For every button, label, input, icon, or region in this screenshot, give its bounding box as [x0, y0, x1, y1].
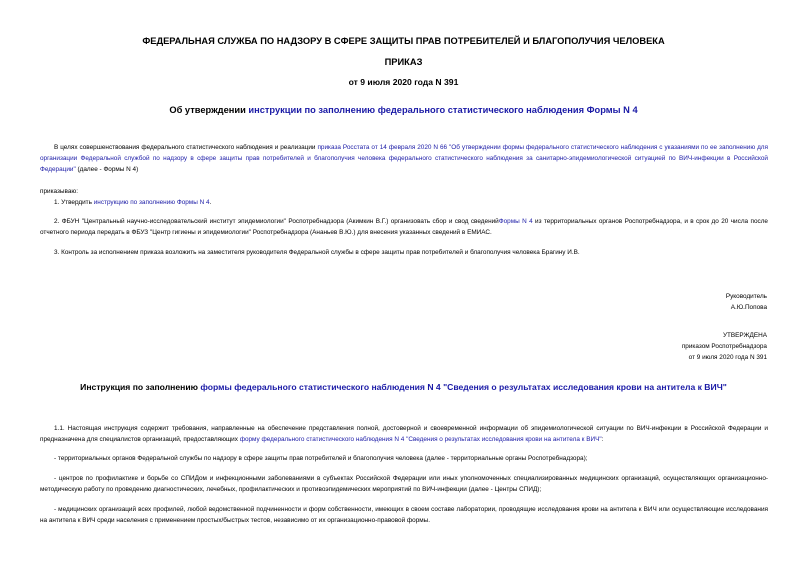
instruction-paragraph-2: - территориальных органов Федеральной службы по надзору в сфере защиты прав потребителей и благополучия человека (далее - территориальные органы Роспотребнадзора);: [54, 455, 588, 462]
approval-line-2: приказом Роспотребнадзора: [681, 343, 767, 350]
doc-date-number: от 9 июля 2020 года N 391: [348, 77, 459, 87]
item-3: 3. Контроль за исполнением приказа возложить на заместителя руководителя Федеральной службы в сфере защиты прав потребителей и благополучия человека Брагину И.В.: [54, 249, 580, 256]
subject-link[interactable]: инструкции по заполнению федерального статистического наблюдения Формы N 4: [248, 105, 638, 115]
approval-block: [682, 330, 767, 363]
preamble-text-2: (далее - Формы N 4): [75, 166, 139, 174]
item-2-suffix: из территориальных органов Роспотребнадзора, и в срок до 20 числа после отчетного периода передать в ФБУЗ "Центр гигиены и эпидемиологии" Роспотребнадзора (Ананьев В.Ю.) для внесения указанных сведений в ЕМИАС.: [40, 218, 768, 237]
signature-role: Руководитель: [725, 293, 767, 300]
item-1-link[interactable]: инструкцию по заполнению Формы N 4: [93, 199, 210, 206]
approval-line-3: от 9 июля 2020 года N 391: [688, 354, 767, 361]
preamble-link[interactable]: приказа Росстата от 14 февраля 2020 N 66 "Об утверждении формы федерального статистического наблюдения с указаниями по ее заполнению для организации Федеральной службой по надзору в сфере защиты прав потребителей и благополучия человека федерального статистического наблюдения за санитарно-эпидемиологической ситуацией по ВИЧ-инфекции в Российской Федерации": [40, 144, 768, 174]
item-1-prefix: 1. Утвердить: [54, 199, 94, 206]
signature-block: [726, 291, 767, 313]
instruction-title-prefix: Инструкция по заполнению: [80, 382, 201, 392]
preamble-text-1: В целях совершенствования федерального статистического наблюдения и реализации: [54, 144, 318, 151]
doc-subject: [0, 105, 807, 115]
preamble-paragraph: [40, 142, 768, 176]
instruction-title-link[interactable]: формы федерального статистического наблюдения N 4 "Сведения о результатах исследования крови на антитела к ВИЧ": [200, 382, 727, 392]
agency-heading: ФЕДЕРАЛЬНАЯ СЛУЖБА ПО НАДЗОРУ В СФЕРЕ ЗАЩИТЫ ПРАВ ПОТРЕБИТЕЛЕЙ И БЛАГОПОЛУЧИЯ ЧЕЛОВЕКА: [142, 36, 665, 46]
instruction-paragraph-3: - центров по профилактике и борьбе со СПИДом и инфекционными заболеваниями в субъектах Российской Федерации или иных уполномоченных специализированных медицинских организаций, осуществляющих организационно-методическую работу по проведению диагностических, лечебных, профилактических и противоэпидемических мероприятий по ВИЧ-инфекции (далее - Центры СПИД);: [40, 475, 768, 494]
p1-suffix: :: [601, 436, 604, 444]
p1-link[interactable]: форму федерального статистического наблюдения N 4 "Сведения о результатах исследования крови на антитела к ВИЧ": [239, 436, 602, 444]
instruction-paragraph-4: - медицинских организаций всех профилей, любой ведомственной подчиненности и форм собственности, имеющих в своем составе лаборатории, проводящие исследования крови на антитела к ВИЧ или осуществляющие исследования на антитела к ВИЧ среди населения с применением простых/быстрых тестов, независимо от их организационно-правовой формы.: [40, 506, 768, 525]
instruction-paragraph-1: [40, 423, 768, 445]
item-2: [40, 216, 768, 238]
order-word: приказываю:: [40, 188, 78, 195]
instruction-title: [0, 382, 807, 392]
subject-prefix: Об утверждении: [169, 105, 249, 115]
item-1-suffix: .: [209, 199, 212, 206]
item-2-prefix: 2. ФБУН "Центральный научно-исследовательский институт эпидемиологии" Роспотребнадзора (Акимкин В.Г.) организовать сбор и свод сведений: [54, 218, 499, 225]
approval-line-1: УТВЕРЖДЕНА: [722, 332, 767, 339]
p1-prefix: 1.1. Настоящая инструкция содержит требования, направленные на обеспечение представления полной, достоверной и своевременной информации об эпидемиологической ситуации по ВИЧ-инфекции в Российской Федерации и предназначена для специалистов организаций, предоставляющих: [40, 425, 768, 444]
item-1: [40, 197, 768, 208]
doc-type-heading: ПРИКАЗ: [384, 57, 423, 67]
item-2-link[interactable]: Формы N 4: [498, 218, 533, 225]
signature-name: А.Ю.Попова: [730, 304, 767, 311]
